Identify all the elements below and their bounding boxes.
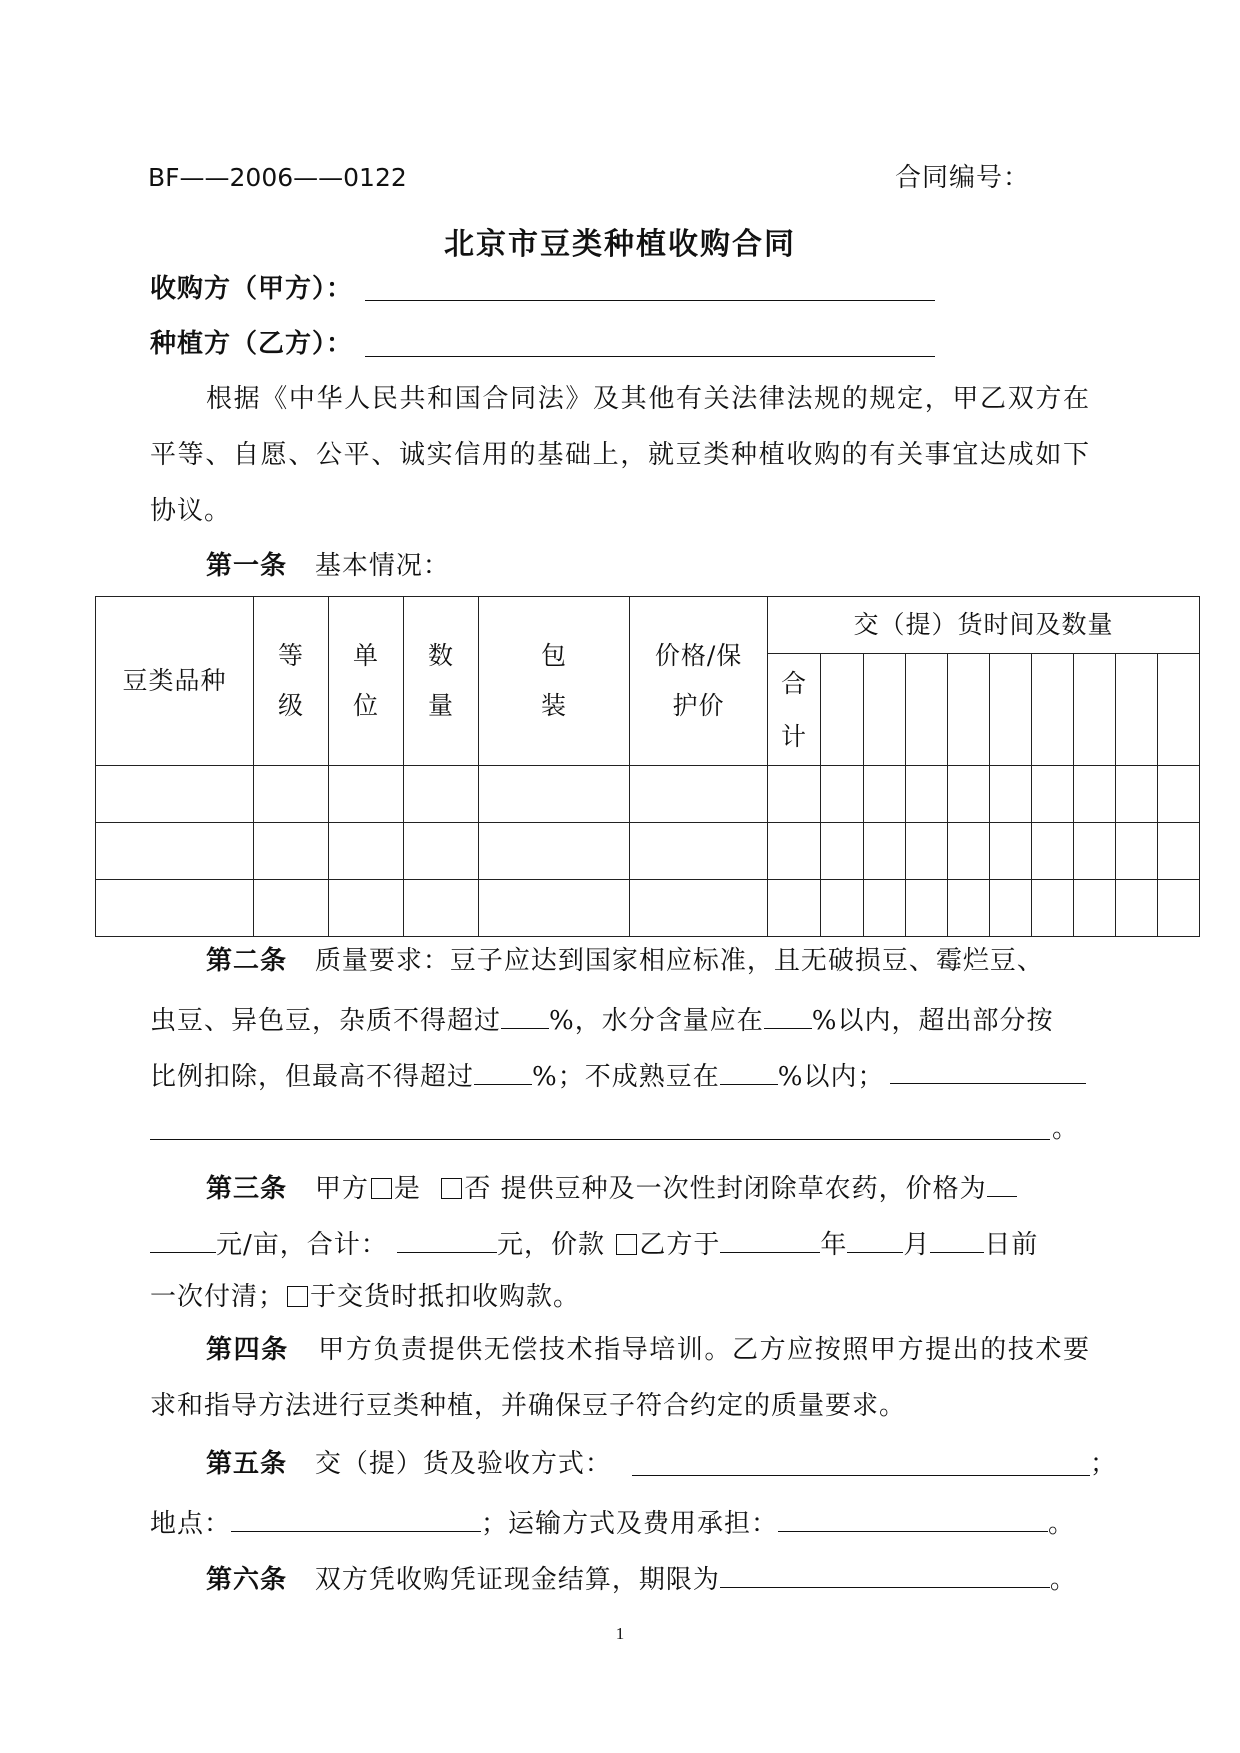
table-cell[interactable] [990, 880, 1032, 937]
article-3-t6: 乙方于 [639, 1230, 721, 1260]
article-4 [150, 1322, 1090, 1434]
article-1-text: 基本情况： [314, 551, 450, 581]
moisture-blank[interactable] [764, 1004, 812, 1029]
article-2-text-a: 质量要求：豆子应达到国家相应标准，且无破损豆、霉烂豆、 [314, 946, 1044, 976]
col-variety: 豆类品种 [96, 597, 254, 766]
table-cell[interactable] [96, 823, 254, 880]
table-cell[interactable] [1032, 880, 1074, 937]
article-3-t2: 是 [393, 1174, 421, 1204]
table-cell[interactable] [1116, 823, 1158, 880]
table-cell[interactable] [948, 766, 990, 823]
article-2-line-2 [150, 1004, 1053, 1034]
article-3-t7: 年 [820, 1230, 848, 1260]
article-2-line-3 [150, 1060, 884, 1090]
table-row [96, 766, 1200, 823]
total-blank[interactable] [397, 1228, 497, 1253]
table-cell[interactable] [404, 823, 479, 880]
article-3-t5: 元，价款 [497, 1230, 606, 1260]
article-2-text-c1: 比例扣除，但最高不得超过 [150, 1062, 475, 1092]
grower-label: 种植方（乙方）： [150, 329, 354, 359]
article-2-end: 。 [1052, 1114, 1080, 1144]
col-total: 合计 [768, 654, 821, 766]
basic-info-table [95, 596, 1200, 937]
article-6-t1: 双方凭收购凭证现金结算，期限为 [314, 1565, 720, 1595]
article-3-line-2 [150, 1228, 1038, 1258]
col-package: 包装 [479, 597, 630, 766]
article-5-label: 第五条 [206, 1449, 288, 1479]
table-cell [948, 654, 990, 766]
table-cell[interactable] [1158, 823, 1200, 880]
table-cell[interactable] [630, 766, 768, 823]
table-cell [906, 654, 948, 766]
no-checkbox[interactable] [441, 1178, 462, 1199]
table-cell[interactable] [821, 766, 864, 823]
table-cell[interactable] [990, 766, 1032, 823]
table-cell[interactable] [864, 823, 906, 880]
table-cell[interactable] [479, 766, 630, 823]
table-cell [1074, 654, 1116, 766]
article-3-t8: 月 [903, 1230, 931, 1260]
table-cell[interactable] [864, 880, 906, 937]
table-cell[interactable] [1158, 880, 1200, 937]
yes-checkbox[interactable] [371, 1178, 392, 1199]
table-row [96, 880, 1200, 937]
col-grade: 等级 [254, 597, 329, 766]
table-cell[interactable] [479, 823, 630, 880]
table-cell[interactable] [254, 880, 329, 937]
table-cell [821, 654, 864, 766]
article-3-label: 第三条 [206, 1174, 288, 1204]
table-cell[interactable] [768, 766, 821, 823]
article-3-t9: 日前 [984, 1230, 1039, 1260]
transport-blank[interactable] [778, 1507, 1048, 1532]
table-cell[interactable] [948, 880, 990, 937]
article-2-text-b2: %，水分含量应在 [549, 1006, 764, 1036]
document-title: 北京市豆类种植收购合同 [444, 227, 796, 262]
document-code: BF——2006——0122 [148, 163, 407, 192]
table-cell[interactable] [1074, 880, 1116, 937]
table-cell[interactable] [254, 766, 329, 823]
table-cell[interactable] [1074, 823, 1116, 880]
table-cell[interactable] [1158, 766, 1200, 823]
table-cell[interactable] [329, 766, 404, 823]
table-cell[interactable] [404, 880, 479, 937]
buyer-blank[interactable] [365, 300, 935, 301]
quality-extra-blank-2[interactable] [150, 1139, 1050, 1140]
table-cell[interactable] [1116, 880, 1158, 937]
buyer-label: 收购方（甲方）： [150, 274, 354, 304]
article-2-label: 第二条 [206, 946, 288, 976]
impurity-blank[interactable] [501, 1004, 549, 1029]
price-blank-a[interactable] [987, 1172, 1017, 1197]
article-3-line-3 [150, 1284, 580, 1310]
month-blank[interactable] [847, 1228, 903, 1253]
table-cell[interactable] [906, 880, 948, 937]
table-cell[interactable] [948, 823, 990, 880]
col-quantity: 数量 [404, 597, 479, 766]
article-1-label: 第一条 [206, 551, 288, 581]
table-cell[interactable] [768, 880, 821, 937]
table-cell[interactable] [404, 766, 479, 823]
page-number: 1 [615, 1624, 625, 1643]
table-cell[interactable] [630, 880, 768, 937]
article-6-label: 第六条 [206, 1565, 288, 1595]
table-cell[interactable] [1116, 766, 1158, 823]
table-cell [1158, 654, 1200, 766]
article-2-text-b1: 虫豆、异色豆，杂质不得超过 [150, 1006, 502, 1036]
table-cell[interactable] [1032, 766, 1074, 823]
article-3-t4: 元/亩，合计： [216, 1230, 388, 1260]
table-cell[interactable] [1074, 766, 1116, 823]
table-cell[interactable] [479, 880, 630, 937]
table-cell [864, 654, 906, 766]
table-cell[interactable] [821, 880, 864, 937]
article-6 [206, 1563, 1077, 1593]
article-2-text-c2: %；不成熟豆在 [532, 1062, 720, 1092]
table-cell [990, 654, 1032, 766]
price-blank-b[interactable] [150, 1228, 216, 1253]
article-2-text-c3: %以内； [777, 1062, 885, 1092]
article-5-line-2 [150, 1507, 1075, 1537]
article-3-t3: 否 提供豆种及一次性封闭除草农药，价格为 [464, 1174, 987, 1204]
col-price: 价格/保护价 [630, 597, 768, 766]
table-cell[interactable] [329, 823, 404, 880]
article-3-t11: 于交货时抵扣收购款。 [310, 1282, 581, 1312]
article-4-label: 第四条 [206, 1335, 289, 1365]
table-cell[interactable] [254, 823, 329, 880]
article-3-t1: 甲方 [314, 1174, 369, 1204]
col-unit: 单位 [329, 597, 404, 766]
article-5-t5: 。 [1048, 1509, 1076, 1539]
year-blank[interactable] [720, 1228, 820, 1253]
article-5-line-1 [206, 1451, 612, 1477]
table-cell[interactable] [96, 766, 254, 823]
table-cell[interactable] [864, 766, 906, 823]
col-delivery: 交（提）货时间及数量 [768, 597, 1200, 654]
table-cell[interactable] [1032, 823, 1074, 880]
deduct-checkbox[interactable] [287, 1286, 308, 1307]
delivery-method-blank[interactable] [632, 1475, 1090, 1476]
quality-extra-blank[interactable] [890, 1083, 1086, 1084]
table-cell[interactable] [329, 880, 404, 937]
table-row [96, 823, 1200, 880]
article-6-t2: 。 [1049, 1565, 1077, 1595]
table-cell[interactable] [906, 766, 948, 823]
article-4-text: 甲方负责提供无偿技术指导培训。乙方应按照甲方提出的技术要求和指导方法进行豆类种植，并确保豆子符合约定的质量要求。 [150, 1335, 1090, 1421]
article-1 [206, 553, 450, 579]
max-deduction-blank[interactable] [474, 1060, 532, 1085]
contract-number-label: 合同编号： [895, 163, 1031, 193]
table-cell[interactable] [768, 823, 821, 880]
article-2-text-b3: %以内，超出部分按 [811, 1006, 1054, 1036]
grower-pay-checkbox[interactable] [616, 1234, 637, 1255]
grower-blank[interactable] [365, 356, 935, 357]
article-3-t10: 一次付清； [150, 1282, 286, 1312]
table-cell[interactable] [821, 823, 864, 880]
article-3-line-1 [206, 1172, 1017, 1202]
intro-paragraph: 根据《中华人民共和国合同法》及其他有关法律法规的规定，甲乙双方在平等、自愿、公平、诚实信用的基础上，就豆类种植收购的有关事宜达成如下协议。 [150, 384, 1090, 526]
article-5-t2: ； [1090, 1449, 1118, 1479]
settlement-period-blank[interactable] [720, 1563, 1050, 1588]
table-cell[interactable] [906, 823, 948, 880]
article-5-t4: ；运输方式及费用承担： [481, 1509, 779, 1539]
day-blank[interactable] [930, 1228, 984, 1253]
table-cell[interactable] [96, 880, 254, 937]
article-5-t3: 地点： [150, 1509, 232, 1539]
table-cell [1116, 654, 1158, 766]
article-5-t1: 交（提）货及验收方式： [314, 1449, 612, 1479]
table-cell[interactable] [990, 823, 1032, 880]
table-cell [1032, 654, 1074, 766]
location-blank[interactable] [231, 1507, 481, 1532]
article-2-line-1 [206, 948, 1044, 974]
immature-blank[interactable] [720, 1060, 778, 1085]
table-cell[interactable] [630, 823, 768, 880]
